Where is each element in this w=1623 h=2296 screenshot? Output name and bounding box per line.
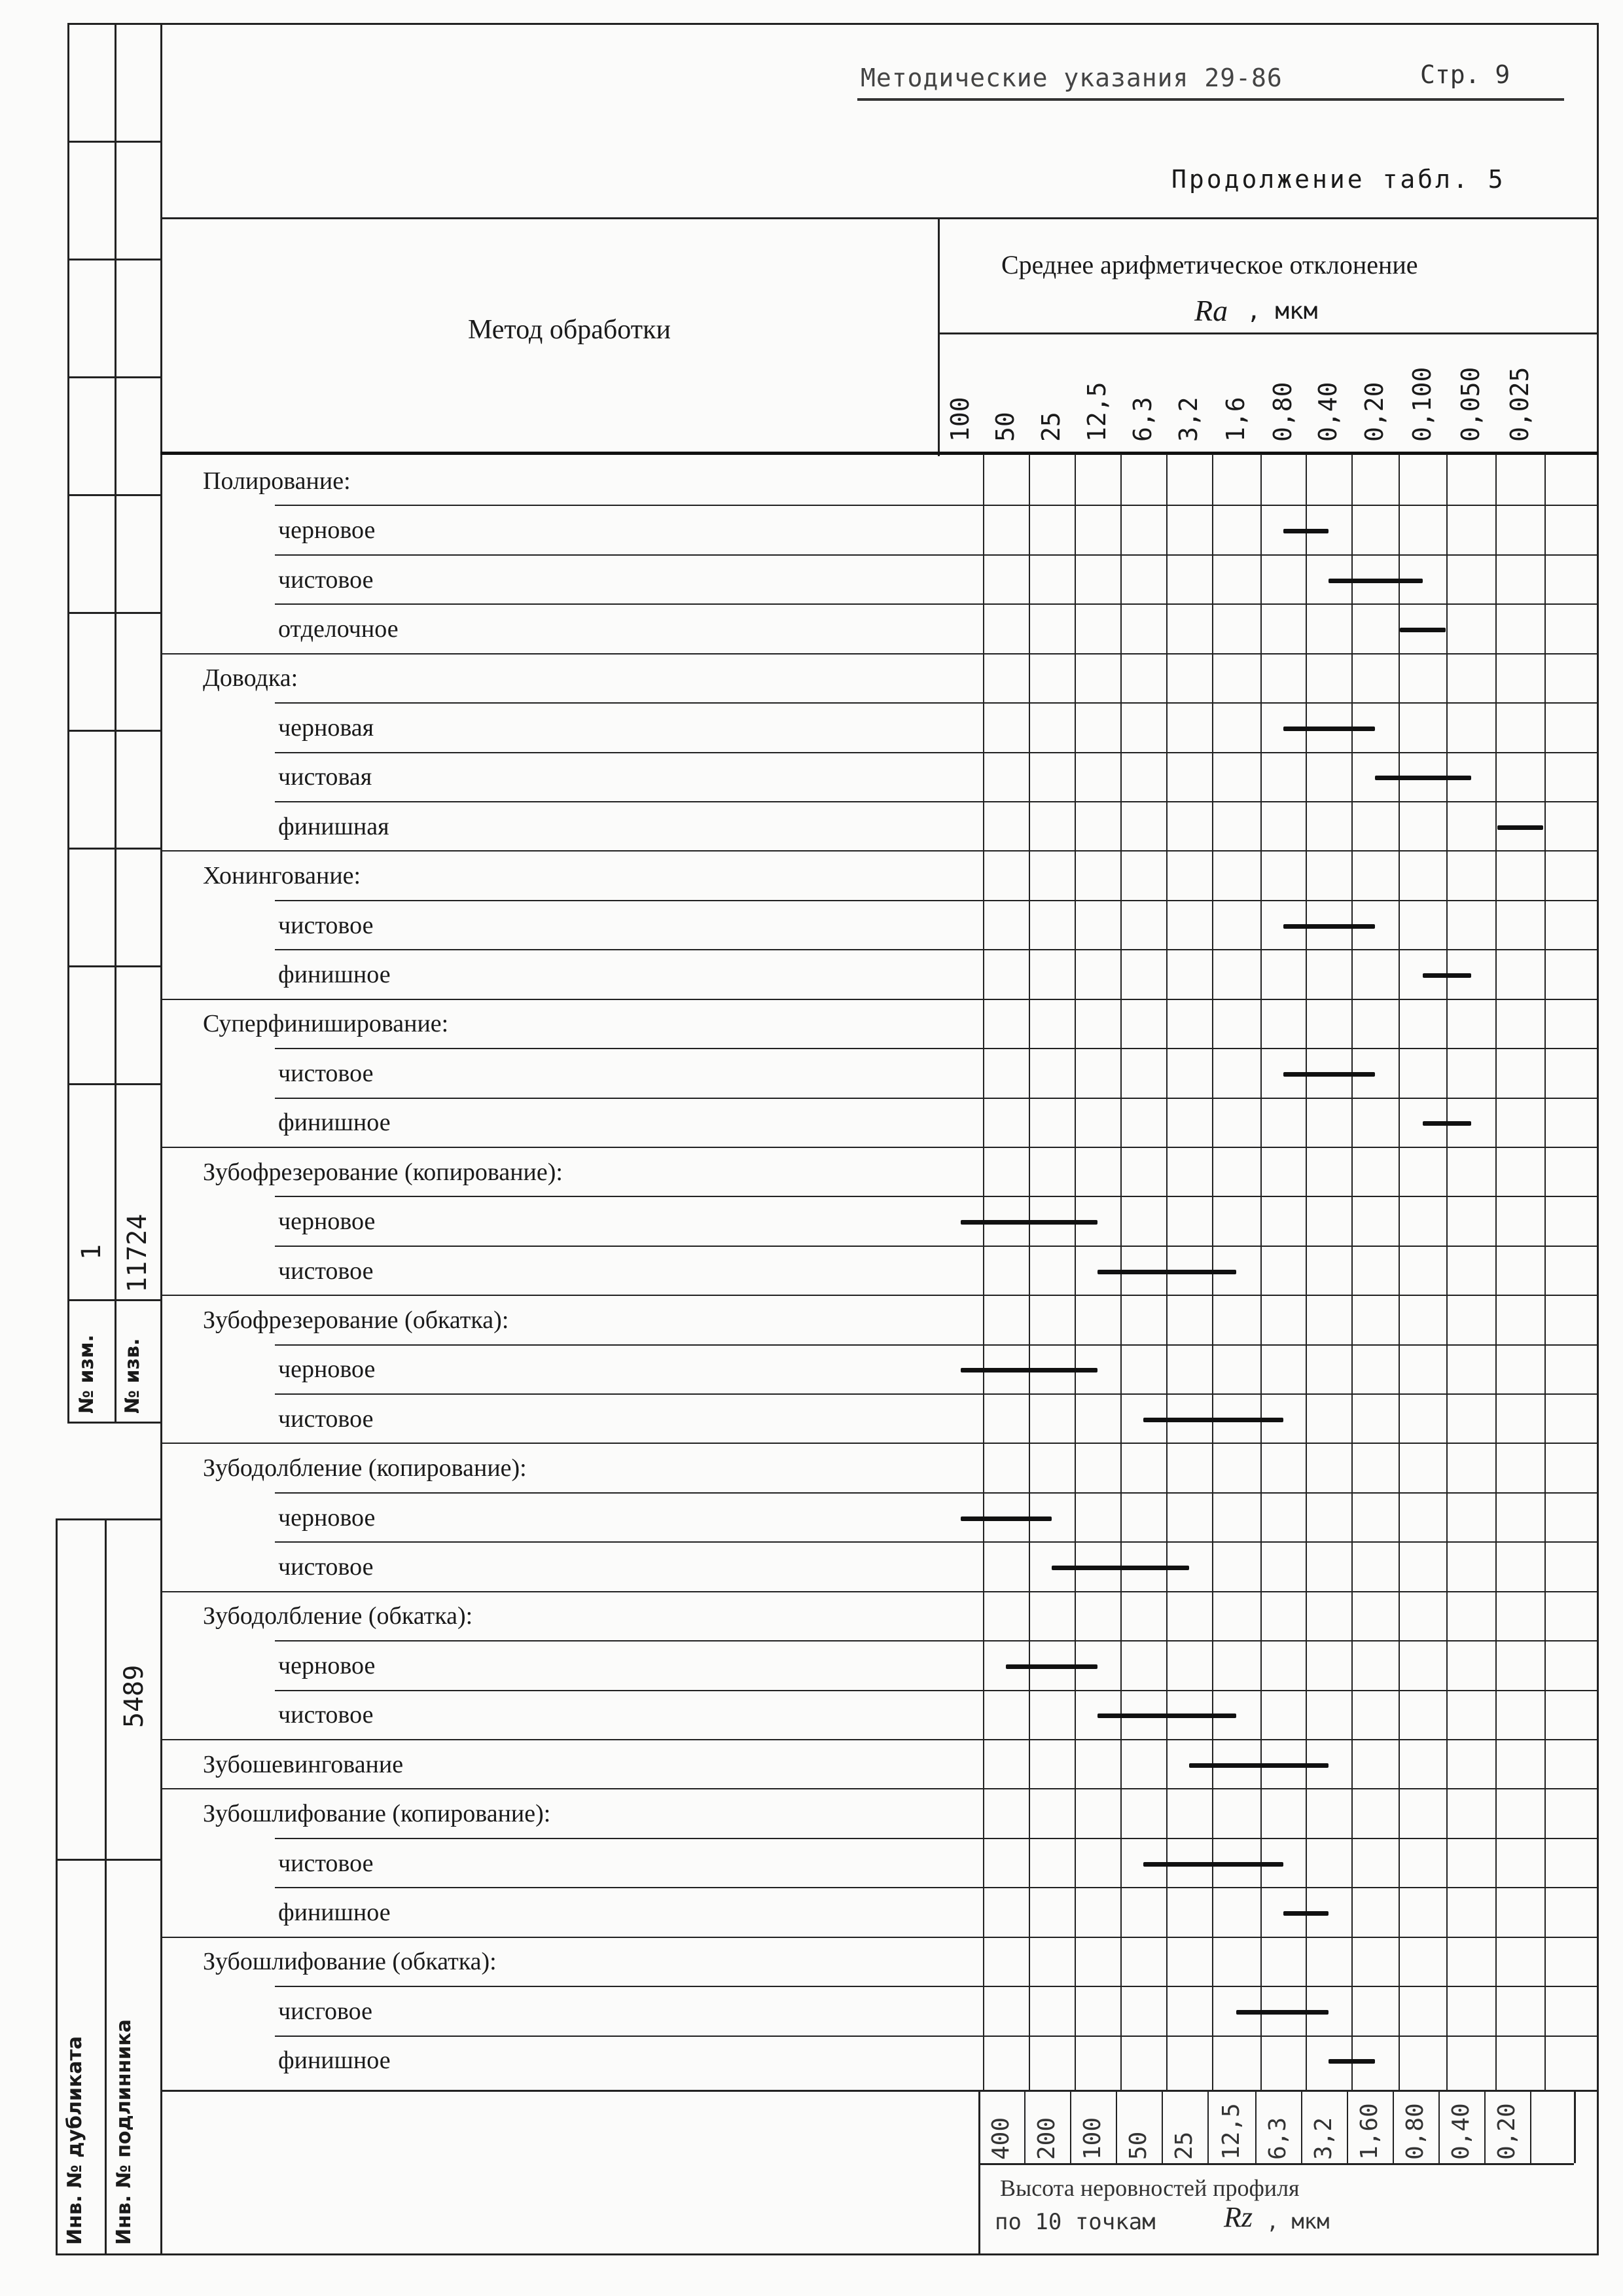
group-label: Зубодолбление (обкатка): (203, 1602, 473, 1630)
page-label: Стр. 9 (1420, 60, 1510, 89)
ra-column-label: 1,6 (1221, 397, 1250, 442)
sub-label: чистовое (278, 1257, 374, 1285)
rz-column-label: 200 (1033, 2117, 1060, 2160)
sub-label: черновая (278, 713, 374, 742)
group-label: Зубошевингование (203, 1750, 404, 1778)
podl-label: Инв. № подлинника (113, 2019, 135, 2245)
ra-column-label: 6,3 (1128, 397, 1157, 442)
sub-label: черновое (278, 1208, 376, 1236)
group-label: Суперфиниширование: (203, 1010, 449, 1038)
rz-column-label: 400 (988, 2117, 1014, 2160)
sub-label: финишная (278, 812, 389, 840)
rz-column-line (1207, 2090, 1209, 2163)
rz-column-label: 1,60 (1356, 2103, 1383, 2160)
izv-label: № изв. (121, 1338, 144, 1414)
rz-column-label: 0,20 (1493, 2103, 1520, 2160)
rz-column-line (1070, 2090, 1071, 2163)
rz-column-label: 25 (1171, 2131, 1198, 2160)
ra-column-label: 25 (1037, 412, 1065, 442)
group-label: Зубошлифование (копирование): (203, 1800, 551, 1828)
sub-label: чисговое (278, 1997, 372, 2025)
group-label: Хонингование: (203, 862, 361, 890)
sub-label: финишное (278, 1109, 391, 1137)
sub-label: финишное (278, 1899, 391, 1926)
ra-column-label: 0,80 (1268, 382, 1297, 442)
rz-column-line (1162, 2090, 1163, 2163)
rz-column-line (1301, 2090, 1302, 2163)
sub-label: финишное (278, 960, 391, 988)
ra-column-label: 0,025 (1505, 367, 1534, 442)
ra-column-label: 50 (991, 412, 1020, 442)
rz-column-label: 50 (1125, 2131, 1152, 2160)
group-label: Полирование: (203, 467, 351, 495)
sub-label: чистовое (278, 1849, 374, 1877)
ra-header-symbol: Ra (1194, 294, 1228, 327)
ra-column-label: 0,20 (1360, 382, 1389, 442)
rz-caption-line2: по 10 точкам (995, 2209, 1156, 2235)
sub-label: чистовое (278, 565, 374, 594)
method-header: Метод обработки (468, 315, 671, 345)
dubl-label: Инв. № дубликата (63, 2036, 86, 2245)
rz-column-label: 3,2 (1310, 2117, 1337, 2160)
podl-value: 5489 (119, 1664, 149, 1728)
ra-header-line1: Среднее арифметическое отклонение (1001, 250, 1418, 279)
rz-column-label: 6,3 (1264, 2117, 1291, 2160)
sub-label: финишное (278, 2047, 391, 2075)
rz-column-line (1530, 2090, 1531, 2163)
sub-label: чистовое (278, 1405, 374, 1433)
ra-column-label: 0,40 (1313, 382, 1342, 442)
sub-label: черновое (278, 1503, 376, 1532)
rz-column-line (1347, 2090, 1348, 2163)
sub-label: отделочное (278, 615, 399, 643)
sub-label: чистовая (278, 763, 372, 791)
sub-label: чистовое (278, 1553, 374, 1581)
izm-value: 1 (77, 1244, 107, 1260)
rz-column-line (1484, 2090, 1486, 2163)
sub-label: чистовое (278, 911, 374, 939)
group-label: Зубофрезерование (обкатка): (203, 1306, 509, 1334)
izv-value: 11724 (122, 1213, 152, 1293)
ra-column-label: 3,2 (1174, 397, 1203, 442)
continuation-label: Продолжение табл. 5 (1171, 165, 1506, 194)
rz-column-line (1393, 2090, 1394, 2163)
sub-label: чистовое (278, 1059, 374, 1087)
rz-unit: , мкм (1266, 2209, 1330, 2234)
ra-column-label: 0,050 (1455, 367, 1485, 442)
ra-column-label: 0,100 (1407, 367, 1436, 442)
rz-column-label: 0,80 (1402, 2103, 1429, 2160)
rz-column-line (1116, 2090, 1117, 2163)
group-label: Зубошлифование (обкатка): (203, 1948, 497, 1976)
rz-column-line (1438, 2090, 1440, 2163)
group-label: Доводка: (203, 664, 298, 692)
sub-label: черновое (278, 1651, 376, 1679)
group-label: Зубодолбление (копирование): (203, 1454, 527, 1482)
rz-column-label: 100 (1079, 2117, 1106, 2160)
group-label: Зубофрезерование (копирование): (203, 1158, 563, 1186)
izm-label: № изм. (75, 1335, 98, 1414)
rz-caption-line1: Высота неровностей профиля (1000, 2175, 1300, 2201)
sub-label: чистовое (278, 1701, 374, 1729)
ra-column-label: 100 (945, 397, 974, 442)
rz-symbol: Rz (1224, 2201, 1253, 2233)
ra-column-label: 12,5 (1082, 382, 1111, 442)
rz-column-label: 0,40 (1448, 2103, 1474, 2160)
ra-header-unit: , мкм (1247, 298, 1318, 325)
sub-label: черновое (278, 516, 376, 545)
rz-column-label: 12,5 (1217, 2103, 1245, 2160)
sub-label: черновое (278, 1355, 376, 1384)
rz-column-line (1255, 2090, 1257, 2163)
rz-column-line (1024, 2090, 1026, 2163)
doc-title: Методические указания 29-86 (861, 63, 1283, 92)
